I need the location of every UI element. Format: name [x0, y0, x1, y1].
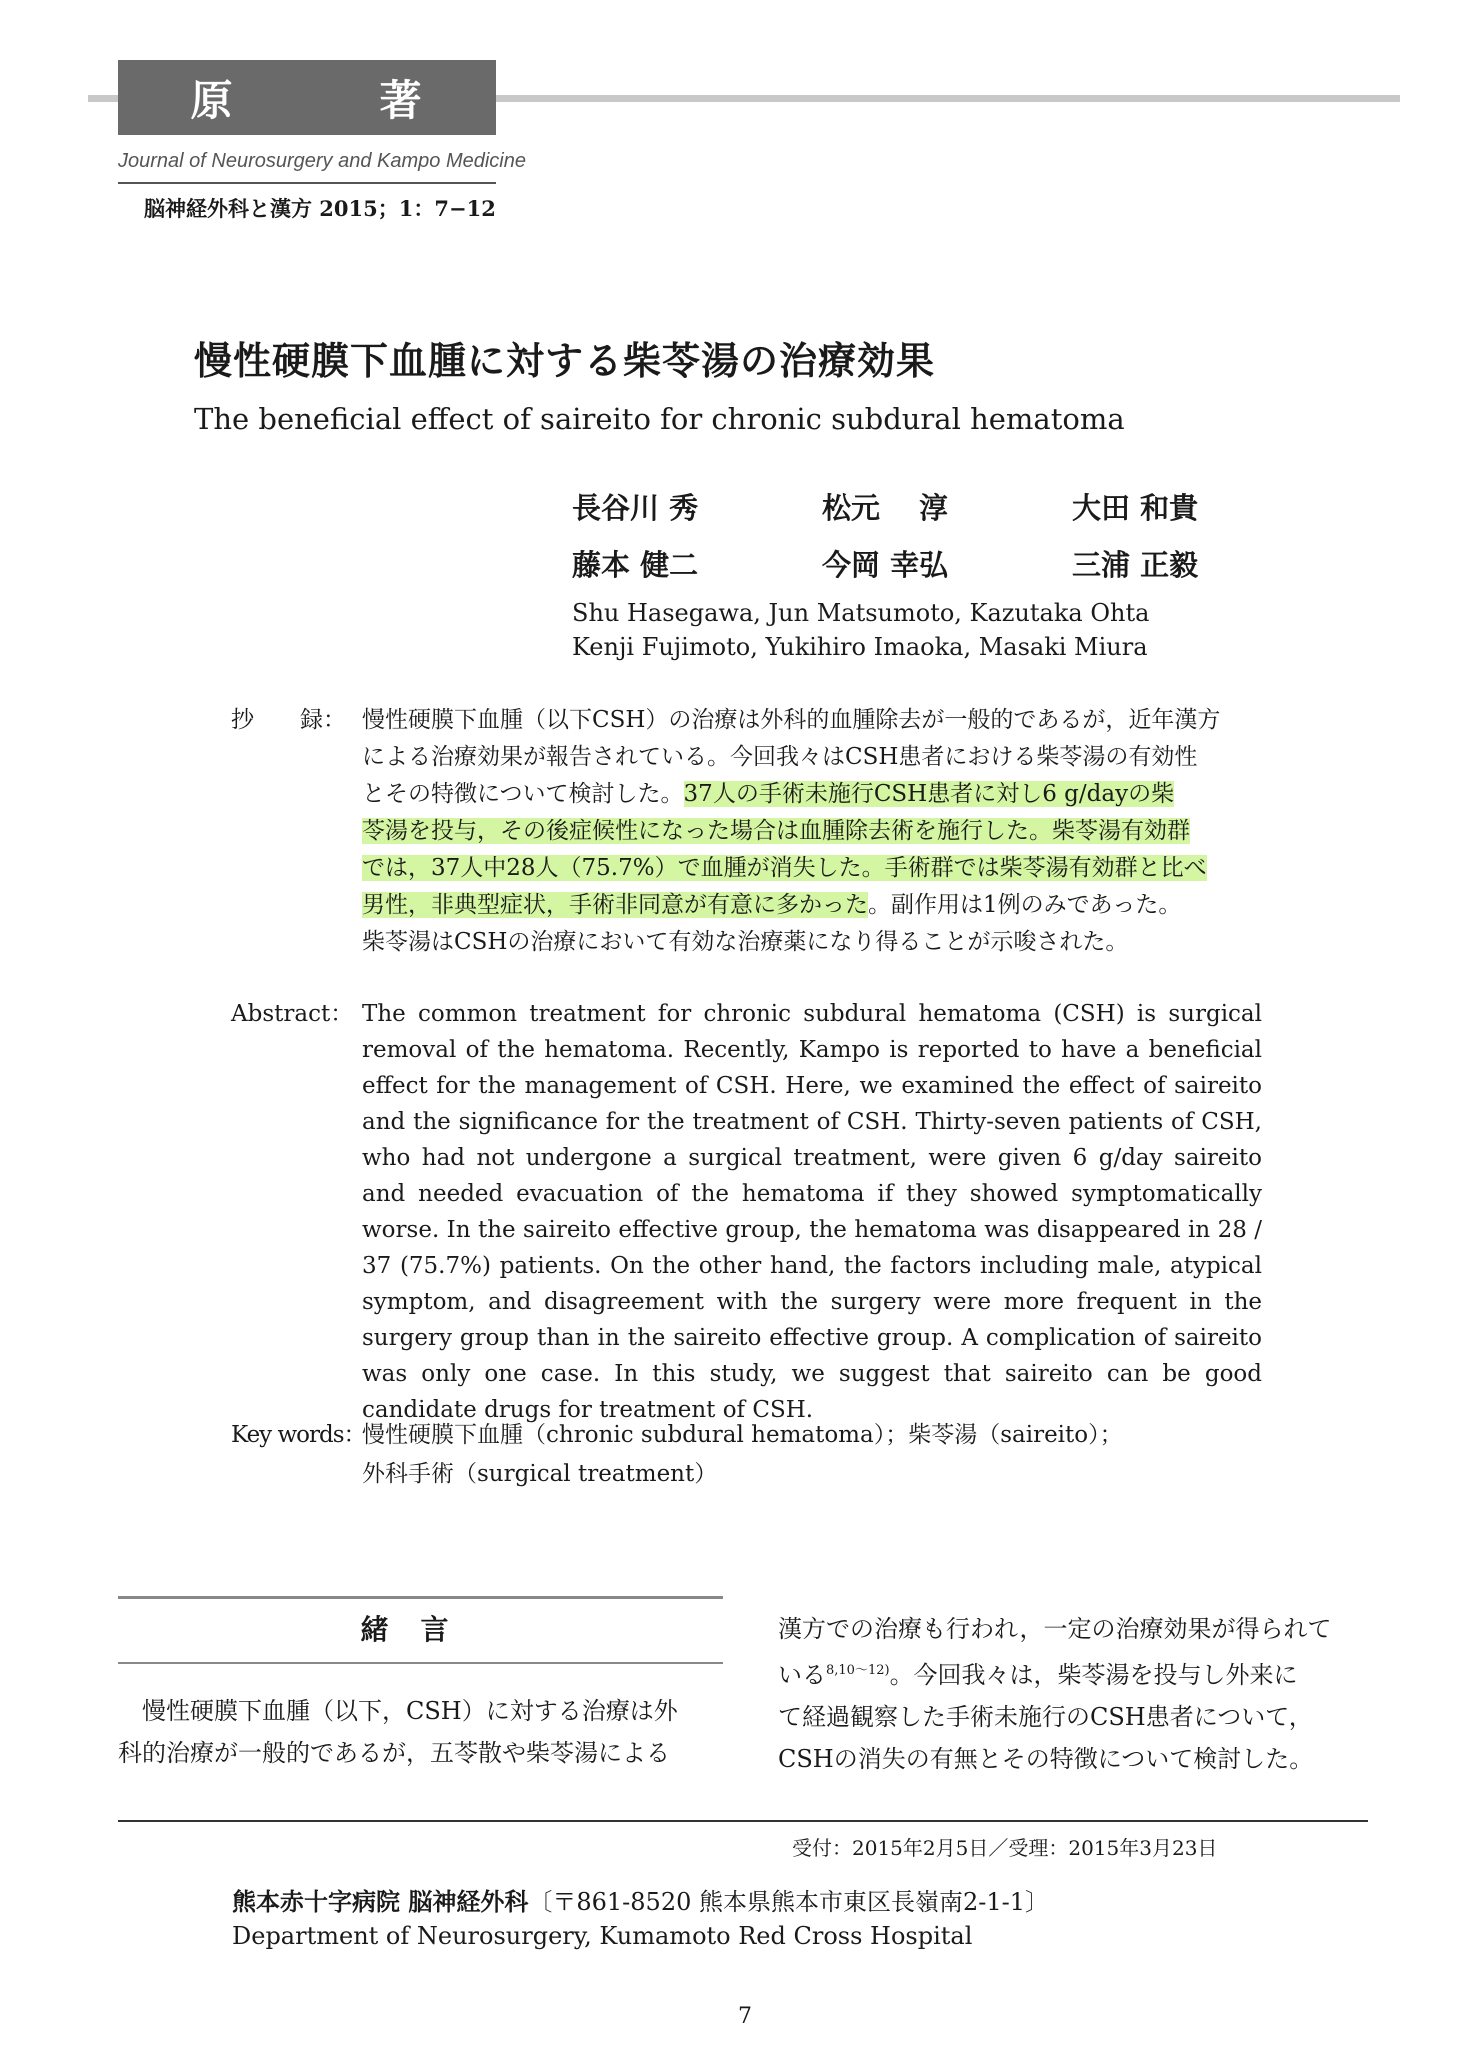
intro-column-right — [778, 1608, 1366, 1780]
author-row — [572, 486, 1322, 543]
author-name: 今岡 幸弘 — [822, 548, 949, 582]
affiliation-japanese — [232, 1882, 1049, 1917]
affiliation-address: 〔〒861-8520 熊本県熊本市東区長嶺南2-1-1〕 — [528, 1888, 1050, 1916]
abstract-text: による治療効果が報告されている。今回我々はCSH患者における柴苓湯の有効性 — [362, 744, 1198, 770]
intro-line: て経過観察した手術未施行のCSH患者について， — [778, 1703, 1313, 1731]
article-type-char-1: 原 — [190, 75, 235, 125]
abstract-jp-line — [362, 924, 1262, 961]
author-row — [572, 543, 1322, 600]
section-rule-bottom — [118, 1662, 723, 1664]
title-english: The beneficial effect of saireito for chronic subdural hematoma — [194, 402, 1125, 436]
authors-japanese — [572, 486, 1322, 600]
section-rule-top — [118, 1596, 723, 1599]
footer-rule — [118, 1820, 1368, 1822]
abstract-japanese — [362, 702, 1262, 961]
intro-line: 漢方での治療も行われ，一定の治療効果が得られて — [778, 1615, 1332, 1643]
intro-line — [778, 1650, 1366, 1696]
abstract-jp-line — [362, 850, 1262, 887]
abstract-jp-line — [362, 702, 1262, 739]
highlighted-text: 苓湯を投与，その後症候性になった場合は血腫除去術を施行した。柴苓湯有効群 — [362, 818, 1190, 844]
intro-text: いる — [778, 1661, 826, 1689]
abstract-jp-line — [362, 776, 1262, 813]
authors-en-line: Kenji Fujimoto, Yukihiro Imaoka, Masaki Miura — [572, 633, 1148, 661]
author-name: 長谷川 秀 — [572, 491, 699, 525]
journal-citation: 脳神経外科と漢方 2015；1：7−12 — [144, 196, 496, 221]
citation-reference: 8,10〜12) — [826, 1663, 890, 1678]
keywords-line: 外科手術（surgical treatment） — [362, 1461, 718, 1487]
author-name: 松元 淳 — [822, 491, 949, 525]
abstract-text: とその特徴について検討した。 — [362, 781, 684, 807]
intro-line: 慢性硬膜下血腫（以下，CSH）に対する治療は外 — [118, 1697, 678, 1725]
intro-text: 。今回我々は，柴苓湯を投与し外来に — [889, 1661, 1298, 1689]
keywords — [362, 1416, 1262, 1494]
keywords-label: Key words： — [231, 1422, 366, 1448]
keywords-line: 慢性硬膜下血腫（chronic subdural hematoma）；柴苓湯（saireito）； — [362, 1422, 1123, 1448]
affiliation-name: 熊本赤十字病院 脳神経外科 — [232, 1887, 529, 1916]
highlighted-text: では，37人中28人（75.7%）で血腫が消失した。手術群では柴苓湯有効群と比べ — [362, 855, 1207, 881]
author-name: 三浦 正毅 — [1072, 548, 1199, 582]
intro-line: CSHの消失の有無とその特徴について検討した。 — [778, 1745, 1314, 1773]
section-heading-introduction: 緒言 — [360, 1613, 481, 1646]
highlighted-text: 37人の手術未施行CSH患者に対し6 g/dayの柴 — [683, 781, 1175, 807]
journal-divider — [118, 182, 496, 184]
authors-en-line: Shu Hasegawa, Jun Matsumoto, Kazutaka Ohta — [572, 599, 1150, 627]
abstract-text: 柴苓湯はCSHの治療において有効な治療薬になり得ることが示唆された。 — [362, 929, 1129, 955]
affiliation-english: Department of Neurosurgery, Kumamoto Red Cross Hospital — [232, 1922, 973, 1950]
author-name: 藤本 健二 — [572, 548, 699, 582]
intro-column-left — [118, 1690, 723, 1774]
authors-english — [572, 596, 1149, 664]
received-accepted-dates: 受付：2015年2月5日／受理：2015年3月23日 — [792, 1836, 1218, 1860]
intro-line: 科的治療が一般的であるが，五苓散や柴苓湯による — [118, 1739, 670, 1767]
journal-name-en: Journal of Neurosurgery and Kampo Medicine — [118, 150, 526, 172]
abstract-en-label: Abstract： — [231, 1001, 354, 1027]
article-type-label — [118, 60, 496, 135]
abstract-text: 慢性硬膜下血腫（以下CSH）の治療は外科的血腫除去が一般的であるが，近年漢方 — [362, 707, 1221, 733]
abstract-text: 。副作用は1例のみであった。 — [868, 892, 1182, 918]
page-number: 7 — [738, 2004, 752, 2029]
abstract-jp-line — [362, 887, 1262, 924]
abstract-english: The common treatment for chronic subdural hematoma (CSH) is surgical removal of the hematoma. Recently, Kampo is reported to have a beneficial effect for the management of CSH. Here, we examined the effect of saireito and the significance for the treatment of CSH. Thirty-seven patients of CSH, who had not undergone a surgical treatment, were given 6 g/day saireito and needed evacuation of the hematoma if they showed symptomatically worse. In the saireito effective group, the hematoma was disappeared in 28 / 37 (75.7%) patients. On the other hand, the factors including male, atypical symptom, and disagreement with the surgery were more frequent in the surgery group than in the saireito effective group. A complication of saireito was only one case. In this study, we suggest that saireito can be good candidate drugs for treatment of CSH. — [362, 1001, 1262, 1423]
abstract-jp-line — [362, 739, 1262, 776]
article-type-char-2: 著 — [379, 75, 424, 125]
abstract-jp-line — [362, 813, 1262, 850]
author-name: 大田 和貴 — [1072, 491, 1199, 525]
highlighted-text: 男性，非典型症状，手術非同意が有意に多かった — [362, 892, 868, 918]
title-japanese: 慢性硬膜下血腫に対する柴苓湯の治療効果 — [194, 338, 936, 383]
abstract-jp-label: 抄 録： — [231, 707, 346, 733]
